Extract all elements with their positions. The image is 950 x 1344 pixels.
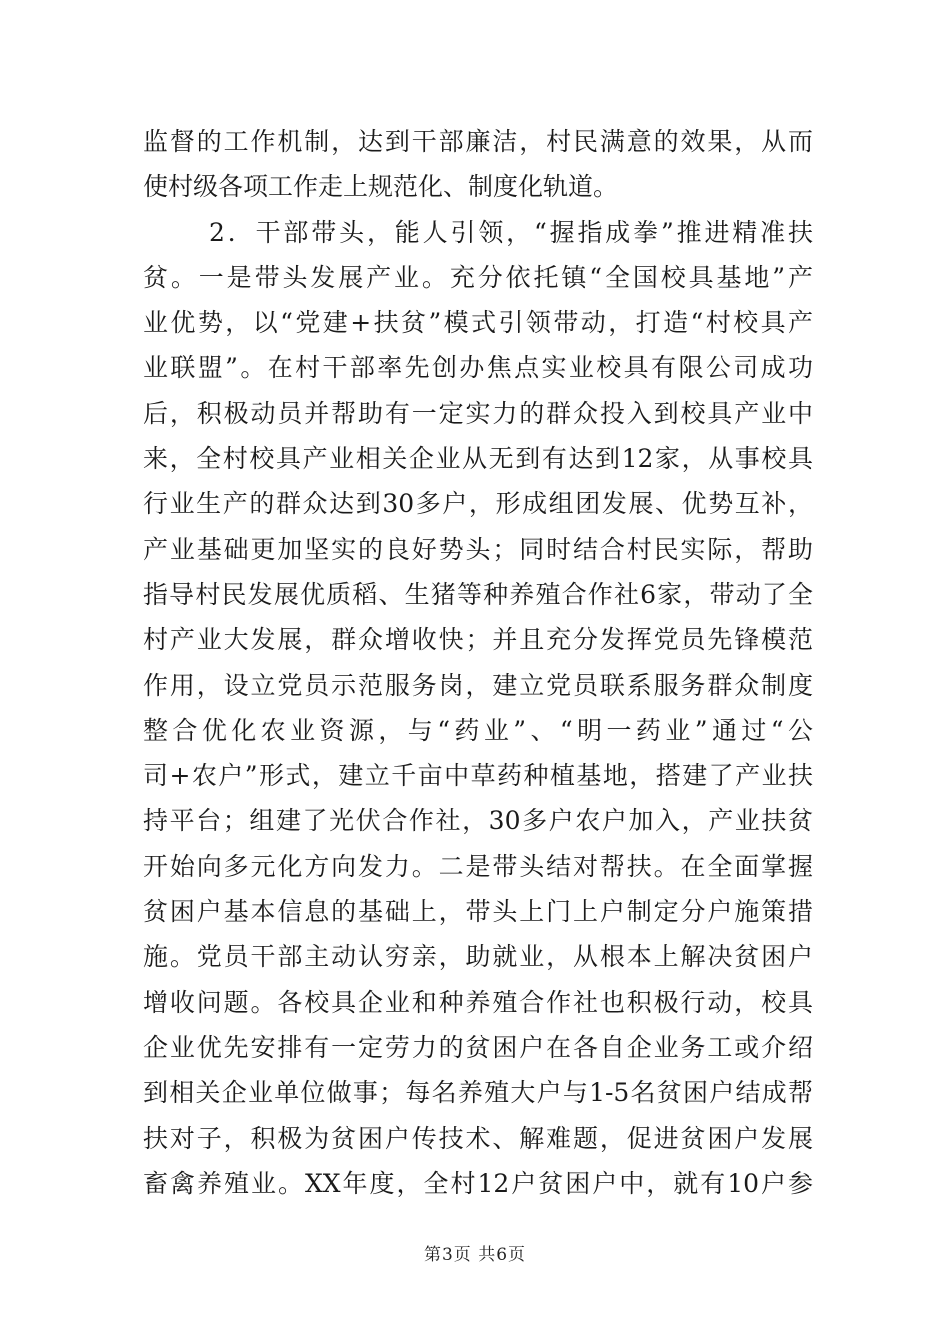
text-line: 贫。一是带头发展产业。充分依托镇“全国校具基地”产: [143, 262, 813, 292]
text-line: 持平台；组建了光伏合作社，30多户农户加入，产业扶贫: [143, 806, 813, 836]
text-line: 贫困户基本信息的基础上，带头上门上户制定分户施策措: [143, 897, 813, 927]
text-line: 业联盟”。在村干部率先创办焦点实业校具有限公司成功: [143, 353, 813, 383]
text-line: 畜禽养殖业。XX年度，全村12户贫困户中，就有10户参: [143, 1168, 813, 1198]
text-line: 企业优先安排有一定劳力的贫困户在各自企业务工或介绍: [143, 1032, 813, 1062]
page-number-footer: 第3页 共6页: [423, 1245, 527, 1265]
text-line: 扶对子，积极为贫困户传技术、解难题，促进贫困户发展: [143, 1123, 813, 1153]
text-line: 增收问题。各校具企业和种养殖合作社也积极行动，校具: [143, 987, 813, 1017]
text-line: 指导村民发展优质稻、生猪等种养殖合作社6家，带动了全: [143, 579, 813, 609]
text-line: 行业生产的群众达到30多户，形成组团发展、优势互补，: [143, 489, 813, 519]
text-line: 司+农户”形式，建立千亩中草药种植基地，搭建了产业扶: [143, 761, 813, 791]
text-line: 来，全村校具产业相关企业从无到有达到12家，从事校具: [143, 444, 813, 474]
body-text: [143, 119, 813, 1206]
text-line: 监督的工作机制，达到干部廉洁，村民满意的效果，从而: [143, 127, 813, 156]
section-heading-line: 2．干部带头，能人引领，“握指成拳”推进精准扶: [209, 217, 813, 247]
text-line: 开始向多元化方向发力。二是带头结对帮扶。在全面掌握: [143, 851, 813, 881]
text-line: 到相关企业单位做事；每名养殖大户与1-5名贫困户结成帮: [143, 1078, 813, 1108]
text-line: 后，积极动员并帮助有一定实力的群众投入到校具产业中: [143, 398, 813, 428]
text-line: 产业基础更加坚实的良好势头；同时结合村民实际，帮助: [143, 534, 813, 564]
text-line: 整合优化农业资源，与“药业”、“明一药业”通过“公: [143, 715, 813, 745]
text-line: 作用，设立党员示范服务岗，建立党员联系服务群众制度: [143, 670, 813, 700]
text-line: 施。党员干部主动认穷亲，助就业，从根本上解决贫困户: [143, 942, 813, 972]
text-line: 使村级各项工作走上规范化、制度化轨道。: [143, 172, 619, 202]
text-line: 村产业大发展，群众增收快；并且充分发挥党员先锋模范: [143, 625, 813, 655]
text-line: 业优势，以“党建+扶贫”模式引领带动，打造“村校具产: [143, 308, 813, 338]
